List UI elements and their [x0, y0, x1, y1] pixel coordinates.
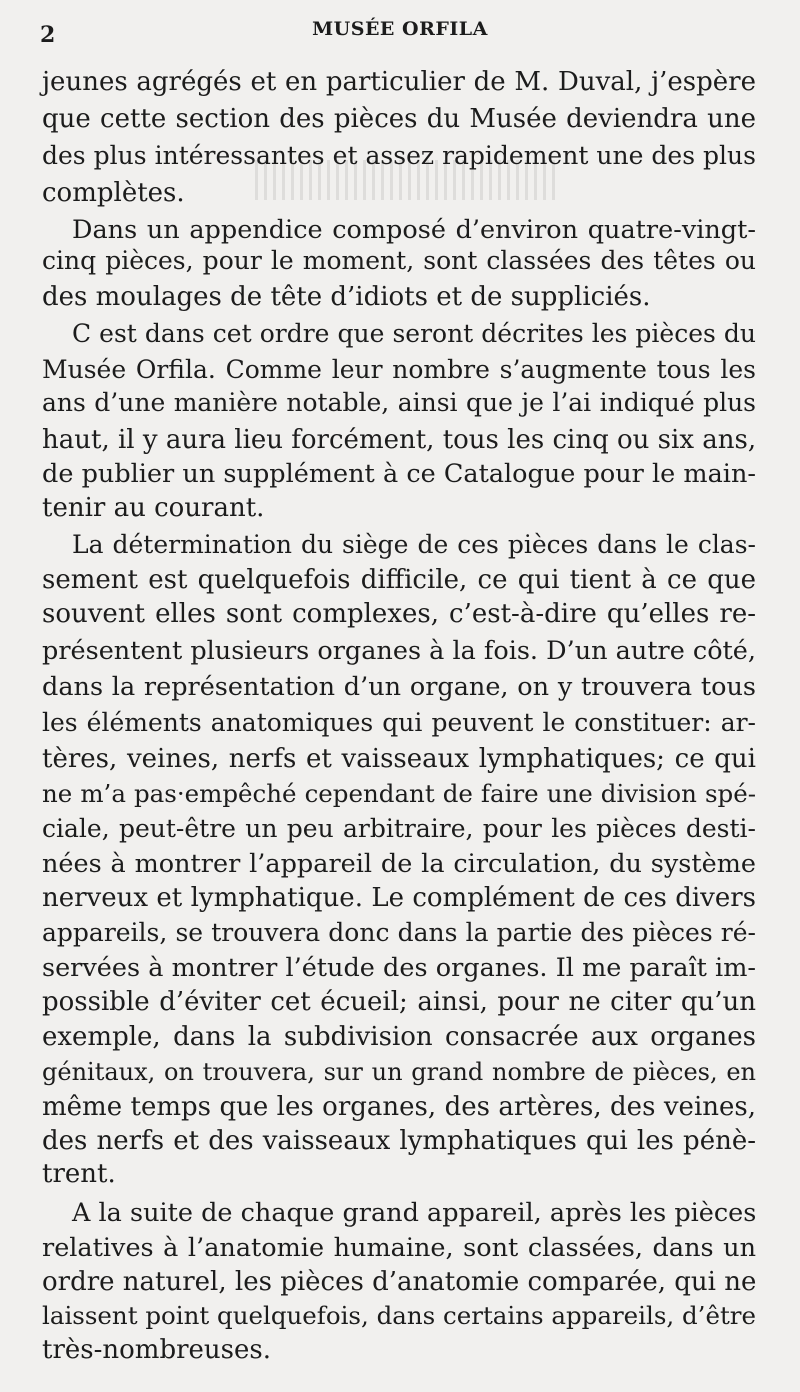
text-line: relatives à l’anatomie humaine, sont classées, dans un [42, 1233, 756, 1263]
text-line: La détermination du siège de ces pièces dans le clas- [72, 530, 756, 559]
text-line: C est dans cet ordre que seront décrites les pièces du [72, 319, 756, 348]
text-line: ciale, peut-être un peu arbitraire, pour les pièces desti- [42, 814, 756, 843]
text-line: A la suite de chaque grand appareil, après les pièces [72, 1198, 757, 1228]
text-line: haut, il y aura lieu forcément, tous les cinq ou six ans, [42, 425, 757, 455]
text-line: ne m’a pas·empêché cependant de faire une division spé- [42, 779, 756, 808]
page-number: 2 [40, 22, 56, 48]
text-line: sement est quelquefois difficile, ce qui tient à ce que [42, 565, 756, 595]
text-line: ordre naturel, les pièces d’anatomie comparée, qui ne [42, 1267, 757, 1297]
text-line: trent. [42, 1159, 116, 1189]
text-line: possible d’éviter cet écueil; ainsi, pour ne citer qu’un [42, 987, 756, 1017]
text-line: laissent point quelquefois, dans certains appareils, d’être [42, 1301, 757, 1330]
text-line: des nerfs et des vaisseaux lymphatiques qui les pénè- [42, 1126, 756, 1156]
text-line: que cette section des pièces du Musée deviendra une [42, 104, 756, 134]
text-line: Musée Orfila. Comme leur nombre s’augmente tous les [42, 355, 756, 384]
text-line: présentent plusieurs organes à la fois. D’un autre côté, [42, 636, 756, 666]
text-line: servées à montrer l’étude des organes. Il me paraît im- [42, 953, 756, 983]
running-title: MUSÉE ORFILA [312, 18, 488, 40]
text-line: souvent elles sont complexes, c’est-à-dire qu’elles re- [42, 599, 756, 629]
text-line: de publier un supplément à ce Catalogue pour le main- [42, 459, 756, 489]
text-line: appareils, se trouvera donc dans la partie des pièces ré- [42, 918, 756, 947]
text-line: très-nombreuses. [42, 1335, 271, 1365]
text-line: nerveux et lymphatique. Le complément de ces divers [42, 883, 756, 913]
text-line: des plus intéressantes et assez rapidement une des plus [42, 141, 756, 170]
text-line: Dans un appendice composé d’environ quatre-vingt- [72, 215, 756, 245]
text-line: exemple, dans la subdivision consacrée aux organes [42, 1022, 756, 1052]
text-line: ans d’une manière notable, ainsi que je l’ai indiqué plus [42, 388, 756, 417]
text-line: les éléments anatomiques qui peuvent le constituer: ar- [42, 708, 756, 737]
text-line: tenir au courant. [42, 493, 265, 523]
text-line: même temps que les organes, des artères, des veines, [42, 1092, 756, 1122]
text-line: tères, veines, nerfs et vaisseaux lymphatiques; ce qui [42, 744, 756, 774]
text-line: nées à montrer l’appareil de la circulation, du système [42, 849, 756, 879]
text-line: génitaux, on trouvera, sur un grand nombre de pièces, en [42, 1058, 756, 1086]
text-line: complètes. [42, 178, 185, 208]
text-line: dans la représentation d’un organe, on y trouvera tous [42, 672, 756, 702]
text-line: jeunes agrégés et en particulier de M. Duval, j’espère [42, 67, 756, 97]
text-line: des moulages de tête d’idiots et de suppliciés. [42, 282, 651, 312]
text-line: cinq pièces, pour le moment, sont classées des têtes ou [42, 246, 756, 275]
